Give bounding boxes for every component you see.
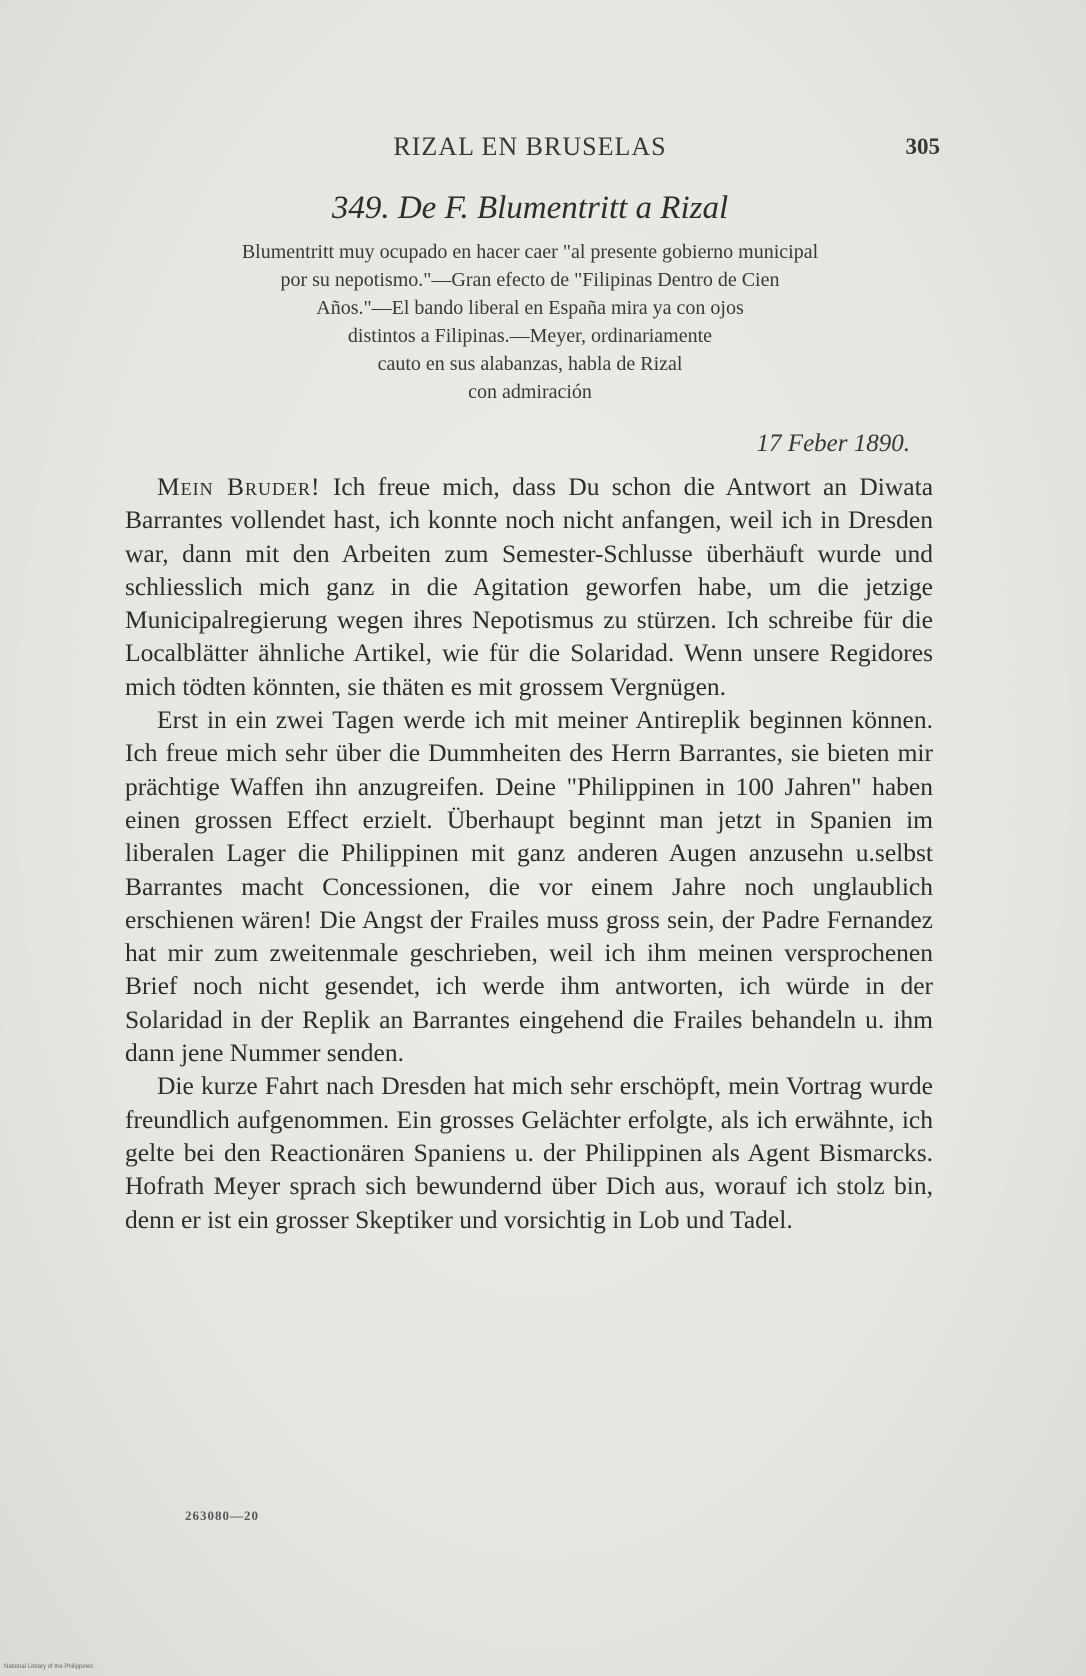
summary-line: distintos a Filipinas.—Meyer, ordinariamente: [347, 325, 713, 347]
running-title: RIZAL EN BRUSELAS: [393, 132, 667, 161]
printer-mark: 263080—20: [185, 1508, 259, 1523]
paragraph-text: Ich freue mich, dass Du schon die Antwort an Diwata Barrantes vollendet hast, ich konnte noch nicht anfangen, weil ich in Dresden war, dann mit den Arbeiten zum Semester-Schlusse überhäuft wurde und schliesslich mich ganz in die Agitation geworfen habe, um die jetzige Municipalregierung wegen ihres Nepotismus zu stürzen. Ich schreibe für die Localblätter ähnliche Artikel, wie für die Solaridad. Wenn unsere Regidores mich tödten könnten, sie thäten es mit grossem Vergnügen.: [125, 472, 934, 701]
running-header: [120, 132, 940, 172]
letter-title: 349. De F. Blumentritt a Rizal: [331, 190, 729, 226]
summary-line: Blumentritt muy ocupado en hacer caer "al presente gobierno municipal: [241, 241, 819, 263]
summary-line: con admiración: [468, 381, 592, 403]
letter-body: [125, 470, 933, 1236]
letter-date: 17 Feber 1890.: [756, 430, 910, 457]
summary-line: Años."—El bando liberal en España mira ya con ojos: [316, 297, 744, 319]
body-paragraph: Die kurze Fahrt nach Dresden hat mich sehr erschöpft, mein Vortrag wurde freundlich aufgenommen. Ein grosses Gelächter erfolgte, als ich erwähnte, ich gelte bei den Reactionären Spaniens u. der Philippinen als Agent Bismarcks. Hofrath Meyer sprach sich bewundernd über Dich aus, worauf ich stolz bin, denn er ist ein grosser Skeptiker und vorsichtig in Lob und Tadel.: [125, 1071, 933, 1234]
summary-line: cauto en sus alabanzas, habla de Rizal: [377, 353, 683, 375]
salutation: Mein Bruder!: [157, 472, 321, 501]
body-paragraph: Erst in ein zwei Tagen werde ich mit meiner Antireplik beginnen können. Ich freue mich sehr über die Dummheiten des Herrn Barrantes, sie bieten mir prächtige Waffen ihn anzugreifen. Deine "Philippinen in 100 Jahren" haben einen grossen Effect erzielt. Überhaupt beginnt man jetzt in Spanien im liberalen Lager die Philippinen mit ganz anderen Augen anzusehn u.selbst Barrantes macht Concessionen, die vor einem Jahre noch unglaublich erschienen wären! Die Angst der Frailes muss gross sein, der Padre Fernandez hat mir zum zweitenmale geschrieben, weil ich ihm meinen versprochenen Brief noch nicht gesendet, ich werde ihm antworten, ich würde in der Solaridad in der Replik an Barrantes eingehend die Frailes behandeln u. ihm dann jene Nummer senden.: [125, 705, 933, 1068]
page-number: 305: [905, 134, 940, 159]
letter-summary: [120, 238, 940, 406]
footer-credit: National Library of the Philippines: [4, 1664, 94, 1670]
body-paragraph: [125, 470, 933, 703]
summary-line: por su nepotismo."—Gran efecto de "Filipinas Dentro de Cien: [280, 269, 780, 291]
